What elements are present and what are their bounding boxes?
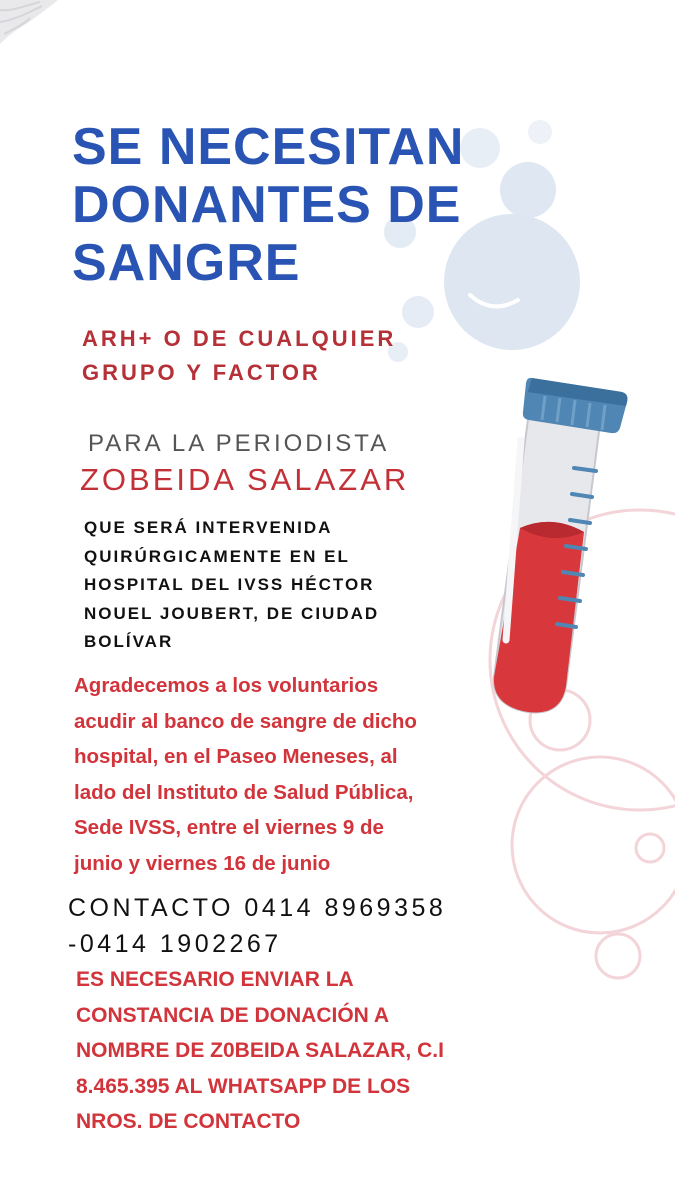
- contact-numbers: [68, 890, 538, 962]
- note-line: NROS. DE CONTACTO: [76, 1110, 301, 1133]
- subtitle-line: ARH+ O DE CUALQUIER: [82, 326, 397, 351]
- thanks-line: lado del Instituto de Salud Pública,: [74, 780, 414, 804]
- thanks-line: hospital, en el Paseo Meneses, al: [74, 745, 398, 768]
- note-line: 8.465.395 AL WHATSAPP DE LOS: [76, 1074, 411, 1098]
- note-line: NOMBRE DE Z0BEIDA SALAZAR, C.I: [76, 1039, 444, 1062]
- thanks-paragraph: [74, 668, 494, 881]
- blood-test-tube-icon: [494, 378, 628, 713]
- surgery-line: BOLÍVAR: [84, 632, 174, 651]
- brush-stroke-decoration: [0, 0, 58, 44]
- title-line: DONANTES DE: [72, 176, 462, 234]
- donation-note: [76, 962, 536, 1140]
- surgery-line: QUIRÚRGICAMENTE EN EL: [84, 546, 350, 566]
- note-line: CONSTANCIA DE DONACIÓN A: [76, 1003, 390, 1027]
- title-line: SE NECESITAN: [72, 118, 465, 176]
- surgery-info: [84, 514, 464, 657]
- page-title: [72, 118, 552, 292]
- surgery-line: HOSPITAL DEL IVSS HÉCTOR: [84, 575, 375, 594]
- thanks-line: junio y viernes 16 de junio: [74, 851, 331, 875]
- blood-type-subtitle: [82, 322, 482, 390]
- thanks-line: Agradecemos a los voluntarios: [74, 674, 379, 697]
- for-label: PARA LA PERIODISTA: [88, 430, 390, 457]
- contact-line: CONTACTO 0414 8969358: [68, 894, 447, 922]
- surgery-line: QUE SERÁ INTERVENIDA: [84, 518, 333, 537]
- thanks-line: acudir al banco de sangre de dicho: [74, 709, 417, 733]
- thanks-line: Sede IVSS, entre el viernes 9 de: [74, 816, 384, 839]
- surgery-line: NOUEL JOUBERT, DE CIUDAD: [84, 603, 380, 623]
- note-line: ES NECESARIO ENVIAR LA: [76, 968, 354, 991]
- contact-line: -0414 1902267: [68, 930, 282, 958]
- subtitle-line: GRUPO Y FACTOR: [82, 360, 321, 385]
- patient-name: ZOBEIDA SALAZAR: [80, 462, 410, 497]
- title-line: SANGRE: [72, 234, 301, 292]
